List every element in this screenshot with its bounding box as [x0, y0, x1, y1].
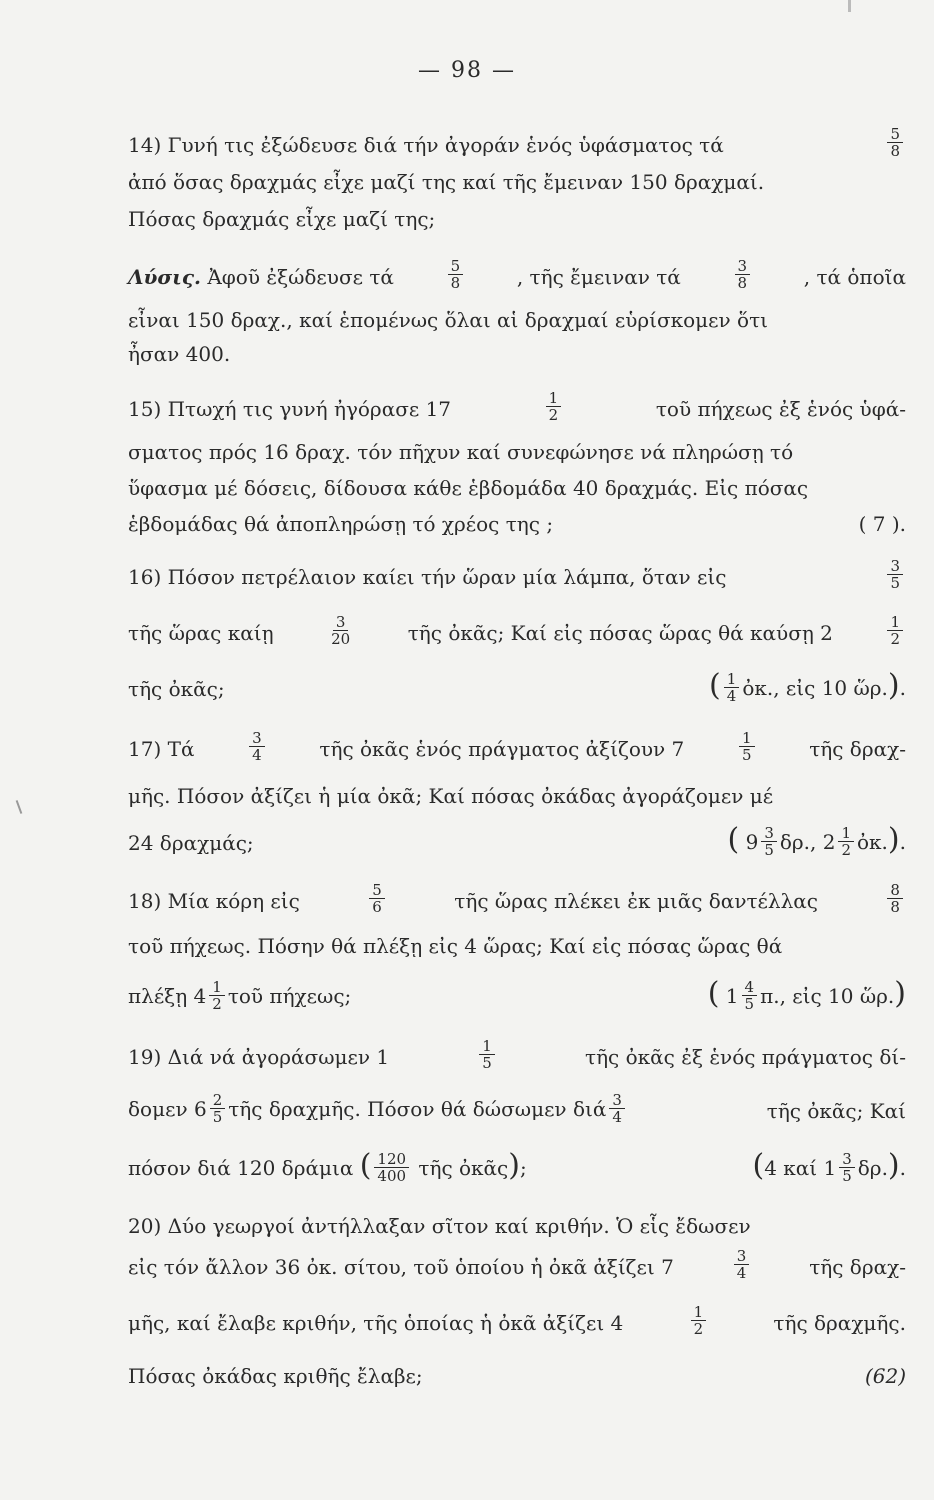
page-number: — 98 —: [418, 58, 516, 83]
fraction: 1 5: [479, 1038, 495, 1071]
problem-17-line-1: 17) Τά 3 4 τῆς ὀκᾶς ἑνός πράγματος ἀξίζουν 7 1 5 τῆς δραχ-: [128, 729, 906, 764]
fraction: $\frac{120}{400}$: [374, 1151, 409, 1184]
problem-15-line-1: 15) Πτωχή τις γυνή ἠγόρασε 17 1 2 τοῦ πήχεως ἐξ ἑνός ὑφά-: [128, 389, 906, 424]
fraction: 8 8: [887, 882, 903, 915]
problem-20-line-1: 20) Δύο γεωργοί ἀντήλλαξαν σῖτον καί κριθήν. Ὁ εἷς ἔδωσεν: [128, 1214, 751, 1238]
problem-16-line-1: 16) Πόσον πετρέλαιον καίει τήν ὥραν μία λάμπα, ὅταν εἰς 3 5: [128, 560, 906, 593]
fraction: 5 8: [887, 126, 903, 159]
fraction: $\frac{3}{4}$: [609, 1092, 625, 1125]
problem-14-line-3: Πόσας δραχμάς εἶχε μαζί της;: [128, 207, 436, 231]
solution-line-3: ἦσαν 400.: [128, 342, 231, 366]
problem-19-line-3: πόσον διά 120 δράμια ( $\frac{120}{400}$ τῆς ὀκᾶς); (4 καί 1 $\frac{3}{5}$ δρ.).: [128, 1148, 906, 1185]
answer: (62): [864, 1364, 906, 1388]
answer: (4 καί 1 $\frac{3}{5}$ δρ.).: [752, 1148, 906, 1185]
solution-line-1: Λύσις. Ἀφοῦ ἐξώδευσε τά 5 8 , τῆς ἔμειναν τά 3 8 , τά ὁποῖα: [128, 257, 906, 292]
problem-16-line-3: τῆς ὀκᾶς; ( $\frac{1}{4}$ ὀκ., εἰς 10 ὥρ.).: [128, 668, 906, 705]
fraction: 5 6: [369, 882, 385, 915]
solution-line-2: εἶναι 150 δραχ., καί ἑπομένως ὅλαι αἱ δραχμαί εὑρίσκομεν ὅτι: [128, 308, 768, 332]
scan-mark: [848, 0, 851, 12]
problem-14-line-1: 14) Γυνή τις ἐξώδευσε διά τήν ἀγοράν ἑνός ὑφάσματος τά 5 8: [128, 128, 906, 161]
fraction: 1 2: [887, 614, 903, 647]
fraction: 3 4: [249, 730, 265, 763]
answer: ( 1 $\frac{4}{5}$ π., εἰς 10 ὥρ.): [707, 976, 906, 1013]
problem-15-line-2: σματος πρός 16 δραχ. τόν πῆχυν καί συνεφώνησε νά πληρώσῃ τό: [128, 440, 794, 464]
fraction: 1 5: [739, 730, 755, 763]
fraction: 3 5: [887, 558, 903, 591]
answer: ( 7 ).: [858, 512, 906, 536]
problem-19-line-2: δομεν 6 $\frac{2}{5}$ τῆς δραχμῆς. Πόσον θά δώσωμεν διά $\frac{3}{4}$ τῆς ὀκᾶς; Καί: [128, 1091, 906, 1126]
problem-17-line-2: μῆς. Πόσον ἀξίζει ἡ μία ὀκᾶ; Καί πόσας ὀκάδας ἀγοράζομεν μέ: [128, 784, 774, 808]
solution-label: Λύσις.: [128, 264, 201, 289]
problem-18-line-1: 18) Μία κόρη εἰς 5 6 τῆς ὥρας πλέκει ἐκ μιᾶς δαντέλλας 8 8: [128, 884, 906, 917]
problem-20-line-4: Πόσας ὀκάδας κριθῆς ἔλαβε; (62): [128, 1364, 906, 1388]
problem-17-line-3: 24 δραχμάς; ( 9 $\frac{3}{5}$ δρ., 2 $\frac{1}{2}$ ὀκ.).: [128, 822, 906, 859]
fraction: $\frac{1}{2}$: [209, 979, 225, 1012]
problem-18-line-2: τοῦ πήχεως. Πόσην θά πλέξῃ εἰς 4 ὥρας; Καί εἰς πόσας ὥρας θά: [128, 934, 783, 958]
fraction: 1 2: [691, 1304, 707, 1337]
fraction: 5 8: [448, 258, 464, 291]
problem-18-line-3: πλέξῃ 4 $\frac{1}{2}$ τοῦ πήχεως; ( 1 $\frac{4}{5}$ π., εἰς 10 ὥρ.): [128, 976, 906, 1013]
problem-19-line-1: 19) Διά νά ἀγοράσωμεν 1 1 5 τῆς ὀκᾶς ἐξ ἑνός πράγματος δί-: [128, 1037, 906, 1072]
problem-15-line-3: ὕφασμα μέ δόσεις, δίδουσα κάθε ἑβδομάδα 40 δραχμάς. Εἰς πόσας: [128, 476, 809, 500]
answer: ( 9 $\frac{3}{5}$ δρ., 2 $\frac{1}{2}$ ὀκ.).: [727, 822, 906, 859]
problem-15-line-4: ἑβδομάδας θά ἀποπληρώσῃ τό χρέος της ; ( 7 ).: [128, 512, 906, 536]
fraction: 3 20: [331, 613, 351, 648]
fraction: 3 4: [734, 1248, 750, 1281]
answer: ( $\frac{1}{4}$ ὀκ., εἰς 10 ὥρ.).: [709, 668, 906, 705]
problem-20-line-2: εἰς τόν ἄλλον 36 ὀκ. σίτου, τοῦ ὁποίου ἡ ὀκᾶ ἀξίζει 7 3 4 τῆς δραχ-: [128, 1247, 906, 1282]
problem-20-line-3: μῆς, καί ἔλαβε κριθήν, τῆς ὁποίας ἡ ὀκᾶ ἀξίζει 4 1 2 τῆς δραχμῆς.: [128, 1303, 906, 1338]
fraction: $\frac{2}{5}$: [210, 1092, 226, 1125]
problem-16-line-2: τῆς ὥρας καίῃ 3 20 τῆς ὀκᾶς; Καί εἰς πόσας ὥρας θά καύσῃ 2 1 2: [128, 616, 906, 649]
scan-mark: [16, 800, 23, 814]
fraction: 3 8: [735, 258, 751, 291]
problem-14-line-2: ἀπό ὅσας δραχμάς εἶχε μαζί της καί τῆς ἔμειναν 150 δραχμαί.: [128, 170, 765, 194]
fraction: 1 2: [546, 390, 562, 423]
